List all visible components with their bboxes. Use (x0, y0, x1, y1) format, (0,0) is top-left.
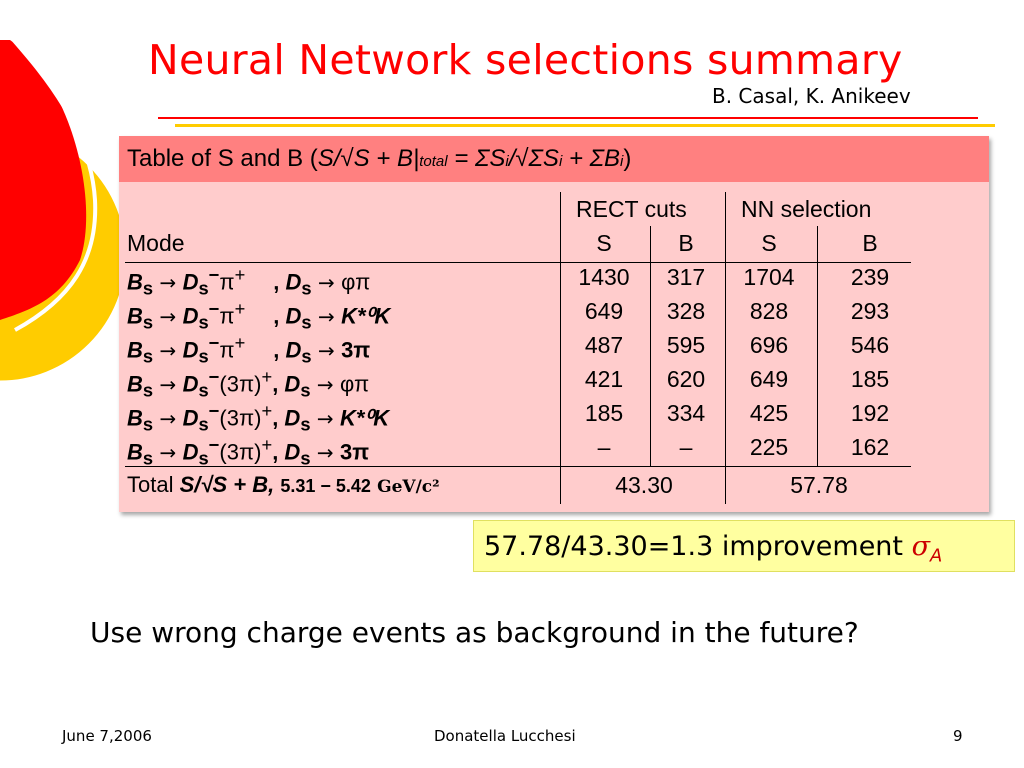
cell-rect-b: 328 (666, 298, 706, 324)
table-heading: Table of S and B (S/√S + B|total = ΣSi/√ΣSi + ΣBi) (119, 136, 989, 182)
cell-nn-b: 192 (850, 400, 890, 426)
group-header-rect: RECT cuts (576, 196, 687, 222)
cell-rect-s: 487 (584, 332, 624, 358)
title-rule-yellow (175, 124, 995, 127)
footer-date: June 7,2006 (62, 727, 152, 745)
cell-rect-b: 595 (666, 332, 706, 358)
question-text: Use wrong charge events as background in the future? (90, 616, 859, 649)
cell-nn-s: 425 (749, 400, 789, 426)
cell-rect-s: 1430 (578, 264, 630, 290)
improvement-callout: 57.78/43.30=1.3 improvement $\sigma_A$ (473, 520, 1015, 572)
cell-nn-s: 1704 (743, 264, 795, 290)
cell-nn-b: 239 (850, 264, 890, 290)
divider-vertical (725, 192, 726, 504)
cell-nn-s: 696 (749, 332, 789, 358)
divider-horizontal (125, 262, 911, 263)
mode-cell: $B_s \to D_s^-(3\pi)^+$, $D_s \to K*^0K$ (127, 400, 390, 435)
cell-nn-s: 828 (749, 298, 789, 324)
total-nn: 57.78 (790, 472, 848, 498)
decorative-shapes (0, 0, 130, 400)
cell-rect-b: 334 (666, 400, 706, 426)
cell-rect-s: 185 (584, 400, 624, 426)
cell-rect-s: 649 (584, 298, 624, 324)
mode-cell: $B_s \to D_s^-(3\pi)^+$, $D_s \to 3\pi$ (127, 434, 370, 469)
cell-nn-s: 649 (749, 366, 789, 392)
results-table (119, 136, 989, 512)
mode-header: Mode (127, 230, 185, 256)
group-header-nn: NN selection (741, 196, 872, 222)
cell-nn-b: 162 (850, 434, 890, 460)
col-header-rect-s: S (596, 230, 612, 256)
footer-presenter: Donatella Lucchesi (434, 727, 576, 745)
cell-nn-b: 546 (850, 332, 890, 358)
col-header-nn-b: B (862, 230, 878, 256)
cell-rect-b: 317 (666, 264, 706, 290)
total-row-label: Total S/√S + B, 5.31 − 5.42 GeV/c² (127, 472, 440, 497)
cell-nn-b: 185 (850, 366, 890, 392)
mode-cell: $B_s \to D_s^-\pi^+$ , $D_s \to 3\pi$ (127, 332, 371, 367)
cell-rect-b: 620 (666, 366, 706, 392)
total-rect: 43.30 (615, 472, 673, 498)
cell-rect-s: – (597, 434, 611, 460)
cell-rect-b: – (679, 434, 693, 460)
authors: B. Casal, K. Anikeev (712, 84, 911, 108)
col-header-rect-b: B (678, 230, 694, 256)
mode-cell: $B_s \to D_s^-\pi^+$ , $D_s \to \varphi\pi$ (127, 264, 371, 299)
cell-nn-s: 225 (749, 434, 789, 460)
divider-vertical (560, 192, 561, 504)
col-header-nn-s: S (761, 230, 777, 256)
slide-title: Neural Network selections summary (148, 36, 903, 84)
title-rule-red (158, 117, 978, 119)
cell-nn-b: 293 (850, 298, 890, 324)
cell-rect-s: 421 (584, 366, 624, 392)
mode-cell: $B_s \to D_s^-(3\pi)^+$, $D_s \to \varphi\pi$ (127, 366, 370, 401)
footer-page-number: 9 (953, 727, 963, 745)
mode-cell: $B_s \to D_s^-\pi^+$ , $D_s \to K*^0K$ (127, 298, 391, 333)
